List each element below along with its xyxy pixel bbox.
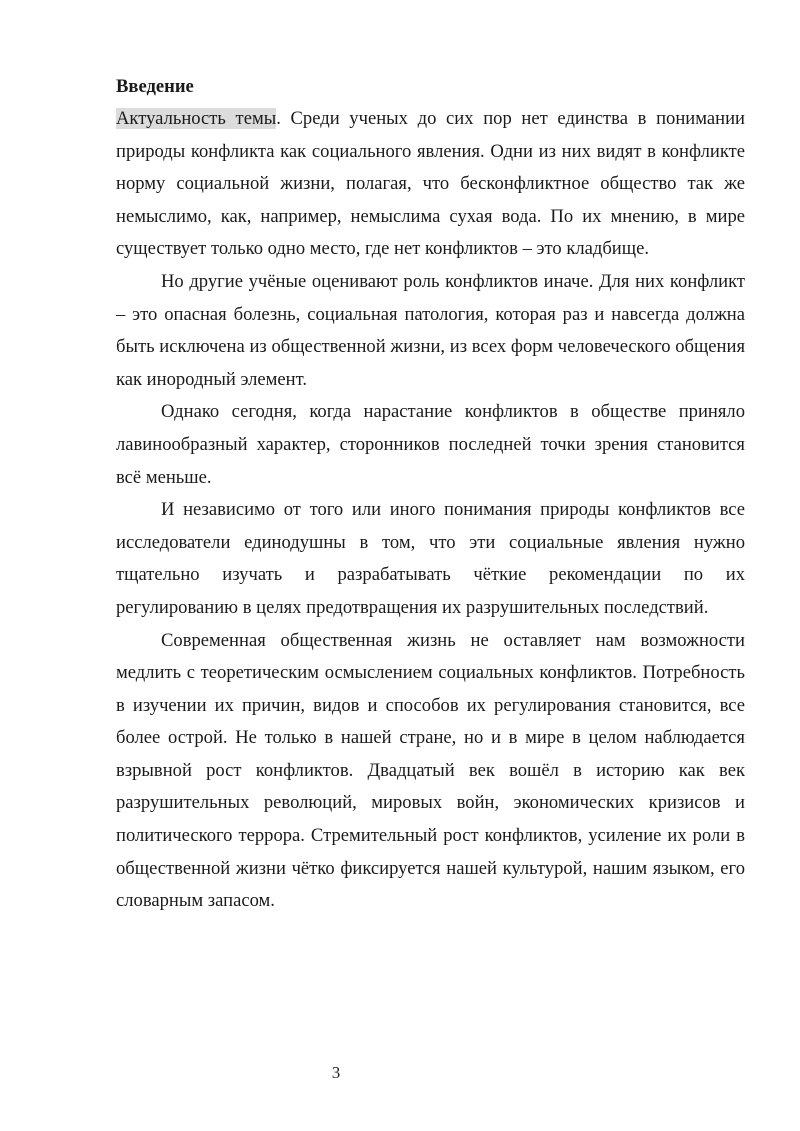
- highlighted-phrase: Актуальность темы: [116, 108, 277, 129]
- paragraph-4: И независимо от того или иного понимания природы конфликтов все исследователи единодушны в том, что эти социальные явления нужно тщательно изучать и разрабатывать чёткие рекомендации по их регулированию в целях предотвращения их разрушительных последствий.: [116, 499, 745, 618]
- paragraph-3: Однако сегодня, когда нарастание конфликтов в обществе приняло лавинообразный характер, сторонников последней точки зрения становится всё меньше.: [116, 401, 745, 488]
- document-body: [116, 74, 745, 918]
- paragraph-5: Современная общественная жизнь не оставляет нам возможности медлить с теоретическим осмыслением социальных конфликтов. Потребность в изучении их причин, видов и способов их регулирования становится, все более острой. Не только в нашей стране, но и в мире в целом наблюдается взрывной рост конфликтов. Двадцатый век вошёл в историю как век разрушительных революций, мировых войн, экономических кризисов и политического террора. Стремительный рост конфликтов, усиление их роли в общественной жизни чётко фиксируется нашей культурой, нашим языком, его словарным запасом.: [116, 629, 745, 912]
- paragraph-1: [116, 103, 745, 266]
- paragraph-1-text: . Среди ученых до сих пор нет единства в понимании природы конфликта как социального явления. Одни из них видят в конфликте норму социальной жизни, полагая, что бесконфликтное общество так же немыслимо, как, например, немыслима сухая вода. По их мнению, в мире существует только одно место, где нет конфликтов – это кладбище.: [116, 108, 745, 260]
- paragraph-2: Но другие учёные оценивают роль конфликтов иначе. Для них конфликт – это опасная болезнь, социальная патология, которая раз и навсегда должна быть исключена из общественной жизни, из всех форм человеческого общения как инородный элемент.: [116, 270, 745, 390]
- page-number: 3: [331, 1063, 341, 1082]
- section-heading: Введение: [116, 76, 194, 97]
